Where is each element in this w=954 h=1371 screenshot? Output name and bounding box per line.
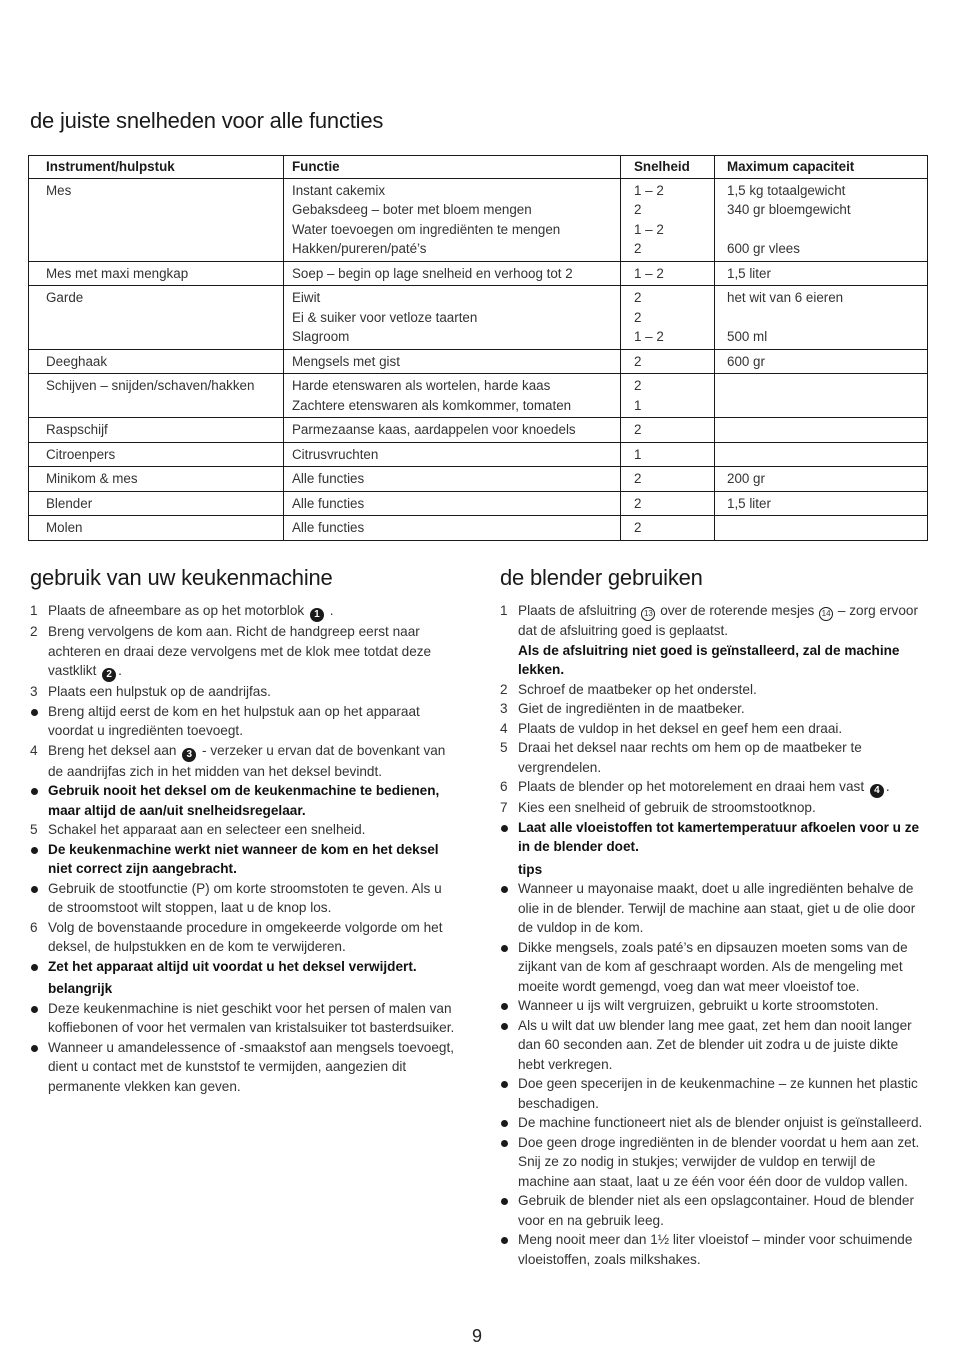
list-item xyxy=(500,1016,928,1075)
item-text: – zorg ervoor dat de afsluitring goed is geplaatst. xyxy=(518,603,918,638)
cell-snelheid xyxy=(621,286,715,350)
cell-snelheid-line: 1 – 2 xyxy=(634,182,664,198)
item-text: Zet het apparaat altijd uit voordat u het deksel verwijdert. xyxy=(48,958,417,974)
bullet-icon xyxy=(501,1237,508,1244)
bullet-icon xyxy=(501,886,508,893)
cell-functie-line: Parmezaanse kaas, aardappelen voor knoedels xyxy=(292,422,576,437)
cell-snelheid-line: 2 xyxy=(634,202,642,217)
table-header-row xyxy=(29,156,928,179)
warning-text: Als de afsluitring niet goed is geïnstalleerd, zal de machine lekken. xyxy=(518,642,900,677)
list-item xyxy=(30,702,455,741)
cell-instrument-line: Garde xyxy=(46,290,84,305)
cell-functie-line: Slagroom xyxy=(292,329,350,344)
list-item xyxy=(30,622,455,682)
speeds-table-body xyxy=(29,178,928,540)
cell-instrument xyxy=(29,349,284,374)
cell-snelheid-line: 2 xyxy=(634,378,642,393)
cell-snelheid xyxy=(621,374,715,418)
table-row xyxy=(29,418,928,443)
cell-instrument-line: Mes xyxy=(46,182,72,198)
cell-capaciteit-line: het wit van 6 eieren xyxy=(727,290,844,305)
header-instrument: Instrument/hulpstuk xyxy=(29,156,284,179)
item-text: Schakel het apparaat aan en selecteer een snelheid. xyxy=(48,822,366,837)
list-item xyxy=(500,798,928,818)
usage-instructions xyxy=(30,601,455,1096)
cell-functie-line: Mengsels met gist xyxy=(292,353,400,369)
cell-instrument-line: Molen xyxy=(46,520,83,535)
cell-capaciteit-line xyxy=(727,220,919,240)
table-row xyxy=(29,467,928,492)
cell-functie xyxy=(284,178,621,261)
bullet-icon xyxy=(501,825,508,832)
item-text: Wanneer u amandelessence of -smaakstof aan mengsels toevoegt, dient u contact met de kunststof te vermijden, aangezien dit permanente vlekken kan geven. xyxy=(48,1039,455,1094)
item-text: Plaats de blender op het motorelement en draai hem vast xyxy=(518,779,868,794)
cell-capaciteit-line xyxy=(727,420,919,440)
step-number: 2 xyxy=(30,624,38,639)
list-item xyxy=(30,879,455,918)
step-number: 2 xyxy=(500,681,508,697)
item-text: over de roterende mesjes xyxy=(656,603,819,618)
cell-snelheid-line: 2 xyxy=(634,520,642,535)
figure-ref-icon: 3 xyxy=(182,748,196,762)
cell-snelheid-line: 2 xyxy=(634,353,642,369)
header-functie: Functie xyxy=(284,156,621,179)
step-number: 4 xyxy=(500,720,508,736)
cell-capaciteit-line: 340 gr bloemgewicht xyxy=(727,202,851,217)
cell-instrument xyxy=(29,491,284,516)
blender-heading: de blender gebruiken xyxy=(500,565,703,590)
cell-capaciteit xyxy=(715,418,928,443)
speeds-table xyxy=(28,155,928,541)
cell-snelheid xyxy=(621,178,715,261)
bullet-icon xyxy=(501,1023,508,1030)
cell-capaciteit-line xyxy=(727,376,919,396)
subheading: belangrijk xyxy=(48,981,113,996)
list-item xyxy=(30,1038,455,1097)
bullet-icon xyxy=(31,788,38,795)
cell-instrument-line: Mes met maxi mengkap xyxy=(46,265,189,281)
list-item xyxy=(30,741,455,782)
cell-functie xyxy=(284,374,621,418)
cell-snelheid-line: 1 – 2 xyxy=(634,265,664,281)
cell-functie-line: Citrusvruchten xyxy=(292,446,379,462)
item-text: . xyxy=(885,779,890,794)
cell-functie-line: Alle functies xyxy=(292,520,365,535)
cell-instrument xyxy=(29,442,284,467)
list-item xyxy=(30,999,455,1038)
cell-snelheid-line: 1 xyxy=(634,446,642,462)
bullet-icon xyxy=(501,1198,508,1205)
cell-instrument xyxy=(29,516,284,541)
list-item xyxy=(500,1113,928,1133)
step-number: 1 xyxy=(30,603,38,618)
cell-functie-line: Instant cakemix xyxy=(292,182,386,198)
cell-capaciteit xyxy=(715,467,928,492)
list-item xyxy=(500,601,928,680)
item-text: Gebruik de stootfunctie (P) om korte stroomstoten te geven. Als u de stroomstoot wilt stoppen, laat u de knop los. xyxy=(48,880,442,915)
list-item xyxy=(30,820,455,840)
list-item xyxy=(500,680,928,700)
bullet-icon xyxy=(31,1006,38,1013)
step-number: 3 xyxy=(30,684,38,699)
cell-capaciteit xyxy=(715,286,928,350)
item-text: De keukenmachine werkt niet wanneer de kom en het deksel niet correct zijn aangebracht. xyxy=(48,841,439,876)
step-number: 6 xyxy=(500,779,508,794)
cell-functie xyxy=(284,467,621,492)
item-text: De machine functioneert niet als de blender onjuist is geïnstalleerd. xyxy=(518,1115,923,1130)
cell-capaciteit xyxy=(715,516,928,541)
bullet-icon xyxy=(31,964,38,971)
cell-snelheid-line: 2 xyxy=(634,495,642,511)
cell-capaciteit xyxy=(715,349,928,374)
cell-snelheid xyxy=(621,516,715,541)
header-capaciteit: Maximum capaciteit xyxy=(715,156,928,179)
cell-functie-line: Water toevoegen om ingrediënten te mengen xyxy=(292,221,561,237)
cell-instrument-line: Schijven – snijden/schaven/hakken xyxy=(46,378,255,393)
list-item xyxy=(30,957,455,977)
cell-instrument-line: Citroenpers xyxy=(46,446,116,462)
step-number: 5 xyxy=(30,822,38,837)
table-row xyxy=(29,286,928,350)
cell-capaciteit-line: 1,5 liter xyxy=(727,495,771,511)
step-number: 4 xyxy=(30,742,38,758)
bullet-icon xyxy=(31,709,38,716)
cell-functie xyxy=(284,516,621,541)
list-item xyxy=(500,996,928,1016)
step-number: 1 xyxy=(500,603,508,618)
cell-instrument xyxy=(29,286,284,350)
step-number: 7 xyxy=(500,800,508,815)
step-number: 5 xyxy=(500,740,508,755)
cell-capaciteit-line xyxy=(727,308,919,328)
table-row xyxy=(29,374,928,418)
cell-capaciteit-line xyxy=(727,445,919,465)
cell-snelheid xyxy=(621,467,715,492)
cell-instrument xyxy=(29,374,284,418)
bullet-icon xyxy=(501,1140,508,1147)
step-number: 3 xyxy=(500,701,508,716)
list-item xyxy=(30,781,455,820)
list-item xyxy=(30,840,455,879)
list-item xyxy=(500,938,928,997)
item-text: Wanneer u mayonaise maakt, doet u alle ingrediënten behalve de olie in de blender. Terwijl de machine aan staat, giet u de olie door de vuldop in de kom. xyxy=(518,881,916,935)
cell-functie-line: Harde etenswaren als wortelen, harde kaas xyxy=(292,378,551,393)
cell-snelheid-line: 1 – 2 xyxy=(634,329,664,344)
subheading: tips xyxy=(518,861,543,877)
cell-capaciteit xyxy=(715,261,928,286)
cell-instrument xyxy=(29,261,284,286)
bullet-icon xyxy=(31,886,38,893)
cell-snelheid-line: 2 xyxy=(634,471,642,486)
list-item xyxy=(500,699,928,719)
item-text: Dikke mengsels, zoals paté’s en dipsauzen moeten soms van de zijkant van de kom af geschraapt worden. Als de mengeling met moeite wordt gemengd, voeg dan wat meer vloeistof toe. xyxy=(518,939,908,994)
cell-instrument xyxy=(29,418,284,443)
cell-capaciteit xyxy=(715,374,928,418)
item-text: - verzeker u ervan dat de bovenkant van de aandrijfas zich in het midden van het deksel bevindt. xyxy=(48,742,446,779)
cell-functie-line: Alle functies xyxy=(292,495,365,511)
table-row xyxy=(29,516,928,541)
cell-snelheid-line: 2 xyxy=(634,422,642,437)
bullet-icon xyxy=(501,1081,508,1088)
figure-ref-icon: 2 xyxy=(102,668,116,682)
item-text: . xyxy=(325,603,334,618)
blender-instructions xyxy=(500,601,928,1269)
usage-heading: gebruik van uw keukenmachine xyxy=(30,565,333,590)
part-ref-icon: 13 xyxy=(641,607,655,621)
item-text: Volg de bovenstaande procedure in omgekeerde volgorde om het deksel, de hulpstukken en de kom te verwijderen. xyxy=(48,919,443,954)
cell-functie-line: Alle functies xyxy=(292,471,365,486)
cell-snelheid-line: 2 xyxy=(634,309,642,325)
cell-snelheid xyxy=(621,491,715,516)
item-text: Plaats de vuldop in het deksel en geef hem een draai. xyxy=(518,720,843,736)
cell-instrument xyxy=(29,467,284,492)
list-item xyxy=(30,918,455,957)
bullet-icon xyxy=(31,1045,38,1052)
figure-ref-icon: 4 xyxy=(870,784,884,798)
cell-functie-line: Soep – begin op lage snelheid en verhoog tot 2 xyxy=(292,265,573,281)
cell-instrument-line: Blender xyxy=(46,495,93,511)
cell-functie xyxy=(284,261,621,286)
header-snelheid: Snelheid xyxy=(621,156,715,179)
list-item xyxy=(500,738,928,777)
item-text: Giet de ingrediënten in de maatbeker. xyxy=(518,701,745,716)
cell-functie xyxy=(284,418,621,443)
cell-snelheid-line: 1 – 2 xyxy=(634,221,664,237)
list-item xyxy=(500,1230,928,1269)
list-item xyxy=(500,879,928,938)
cell-snelheid xyxy=(621,442,715,467)
item-text: Breng het deksel aan xyxy=(48,742,181,758)
cell-functie-line: Ei & suiker voor vetloze taarten xyxy=(292,309,478,325)
cell-functie xyxy=(284,442,621,467)
bullet-icon xyxy=(501,1003,508,1010)
cell-functie-line: Hakken/pureren/paté’s xyxy=(292,241,427,256)
cell-instrument-line: Raspschijf xyxy=(46,422,108,437)
item-text: Draai het deksel naar rechts om hem op de maatbeker te vergrendelen. xyxy=(518,740,862,775)
item-text: Meng nooit meer dan 1½ liter vloeistof – minder voor schuimende vloeistoffen, zoals milkshakes. xyxy=(518,1232,913,1267)
list-item xyxy=(500,719,928,739)
cell-capaciteit-line: 600 gr vlees xyxy=(727,241,800,256)
speeds-heading: de juiste snelheden voor alle functies xyxy=(30,108,384,133)
cell-snelheid-line: 2 xyxy=(634,241,642,256)
bullet-icon xyxy=(501,1120,508,1127)
table-row xyxy=(29,261,928,286)
item-text: Gebruik nooit het deksel om de keukenmachine te bedienen, maar altijd de aan/uit snelheidsregelaar. xyxy=(48,783,440,818)
cell-snelheid-line: 2 xyxy=(634,290,642,305)
item-text: Wanneer u ijs wilt vergruizen, gebruikt u korte stroomstoten. xyxy=(518,998,879,1013)
table-row xyxy=(29,178,928,261)
cell-instrument-line: Minikom & mes xyxy=(46,471,138,486)
item-text: Doe geen droge ingrediënten in de blender voordat u hem aan zet. Snij ze zo nodig in stukjes; verwijder de vuldop en terwijl de machine aan staat, laat u ze één voor één door de vuldop vallen. xyxy=(518,1134,920,1189)
cell-capaciteit xyxy=(715,178,928,261)
cell-snelheid-line: 1 xyxy=(634,397,642,413)
bullet-icon xyxy=(501,945,508,952)
cell-capaciteit-line: 200 gr xyxy=(727,471,765,486)
item-text: Plaats de afneembare as op het motorblok xyxy=(48,603,308,618)
table-row xyxy=(29,442,928,467)
table-row xyxy=(29,491,928,516)
item-text: Plaats een hulpstuk op de aandrijfas. xyxy=(48,684,271,699)
list-item xyxy=(500,1191,928,1230)
cell-functie xyxy=(284,491,621,516)
item-text: Breng vervolgens de kom aan. Richt de handgreep eerst naar achteren en draai deze vervolgens met de klok mee totdat deze vastklikt xyxy=(48,624,432,678)
list-item xyxy=(500,1074,928,1113)
cell-functie-line: Gebaksdeeg – boter met bloem mengen xyxy=(292,202,532,217)
cell-snelheid xyxy=(621,349,715,374)
cell-instrument-line: Deeghaak xyxy=(46,353,108,369)
item-text: Als u wilt dat uw blender lang mee gaat, zet hem dan nooit langer dan 60 seconden aan. Zet de blender uit zodra u de juiste dikte hebt verkregen. xyxy=(518,1017,912,1072)
cell-snelheid xyxy=(621,418,715,443)
item-text: Breng altijd eerst de kom en het hulpstuk aan op het apparaat voordat u ingrediënten toevoegt. xyxy=(48,703,420,738)
item-text: Deze keukenmachine is niet geschikt voor het persen of malen van koffiebonen of voor het vermalen van kristalsuiker tot basterdsuiker. xyxy=(48,1000,455,1035)
cell-functie xyxy=(284,349,621,374)
cell-capaciteit-line: 600 gr xyxy=(727,353,765,369)
cell-capaciteit-line xyxy=(727,518,919,538)
list-item xyxy=(500,818,928,857)
table-row xyxy=(29,349,928,374)
list-item xyxy=(30,601,455,622)
cell-capaciteit xyxy=(715,442,928,467)
cell-functie-line: Zachtere etenswaren als komkommer, tomaten xyxy=(292,397,572,413)
part-ref-icon: 14 xyxy=(819,607,833,621)
item-text: Gebruik de blender niet als een opslagcontainer. Houd de blender voor en na gebruik leeg. xyxy=(518,1193,915,1228)
cell-snelheid xyxy=(621,261,715,286)
cell-capaciteit-line: 1,5 kg totaalgewicht xyxy=(727,182,846,198)
list-item xyxy=(500,1133,928,1192)
item-text: Kies een snelheid of gebruik de stroomstootknop. xyxy=(518,800,816,815)
cell-capaciteit xyxy=(715,491,928,516)
cell-functie xyxy=(284,286,621,350)
bullet-icon xyxy=(31,847,38,854)
cell-capaciteit-line: 1,5 liter xyxy=(727,265,771,281)
item-text: Plaats de afsluitring xyxy=(518,603,641,618)
item-text: Doe geen specerijen in de keukenmachine – ze kunnen het plastic beschadigen. xyxy=(518,1076,918,1111)
cell-functie-line: Eiwit xyxy=(292,290,321,305)
figure-ref-icon: 1 xyxy=(310,608,324,622)
page-number: 9 xyxy=(471,1326,482,1346)
item-text: Laat alle vloeistoffen tot kamertemperatuur afkoelen voor u ze in de blender doet. xyxy=(518,819,920,854)
step-number: 6 xyxy=(30,919,38,935)
cell-instrument xyxy=(29,178,284,261)
item-text: Schroef de maatbeker op het onderstel. xyxy=(518,681,757,697)
list-item xyxy=(500,777,928,798)
item-text: . xyxy=(118,663,122,678)
cell-capaciteit-line: 500 ml xyxy=(727,329,768,344)
list-item xyxy=(30,682,455,702)
